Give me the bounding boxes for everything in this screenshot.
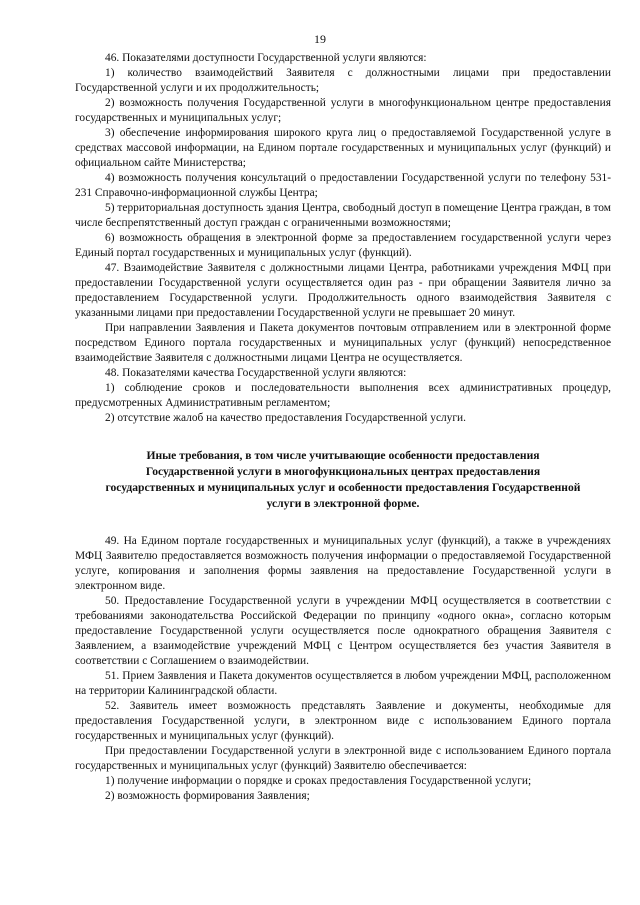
list-item: 2) возможность формирования Заявления; (105, 790, 310, 802)
paragraph-48: 48. Показателями качества Государственной услуги являются: (105, 367, 407, 379)
list-item: 6) возможность обращения в электронной форме за предоставлением государственной услуги через Единый портал государственных и муниципальных услуг (функций). (75, 232, 611, 259)
list-item: 1) соблюдение сроков и последовательности выполнения всех административных процедур, предусмотренных Административным регламентом; (75, 382, 611, 409)
paragraph-50: 50. Предоставление Государственной услуги в учреждении МФЦ осуществляется в соответствии с требованиями законодательства Российской Федерации по принципу «одного окна», согласно которым предоставление Государственной услуги осуществляется после однократного обращения Заявителя с Заявлением, а взаимодействие учреждений МФЦ с Центром осуществляется без участия Заявителя в соответствии с Соглашением о взаимодействии. (75, 595, 611, 667)
list-item: 1) количество взаимодействий Заявителя с должностными лицами при предоставлении Государственной услуги и их продолжительность; (75, 67, 611, 94)
list-item: 4) возможность получения консультаций о предоставлении Государственной услуги по телефону 531-231 Справочно-информационной службы Центра; (75, 172, 611, 199)
section-heading: Иные требования, в том числе учитывающие особенности предоставления Государственной услуги в многофункциональных центрах предоставления государственных и муниципальных услуг и особенности предоставления Государственной услуги в электронной форме. (105, 449, 581, 510)
paragraph: При направлении Заявления и Пакета документов почтовым отправлением или в электронной форме посредством Единого портала государственных и муниципальных услуг (функций) непосредственное взаимодействие Заявителя с должностными лицами Центра не осуществляется. (75, 322, 611, 364)
paragraph: При предоставлении Государственной услуги в электронной виде с использованием Единого портала государственных и муниципальных услуг (функций) Заявителю обеспечивается: (75, 745, 611, 772)
list-item: 3) обеспечение информирования широкого круга лиц о предоставляемой Государственной услуге в средствах массовой информации, на Едином портале государственных и муниципальных услуг (функций) и официальном сайте Министерства; (75, 127, 611, 169)
list-item: 2) отсутствие жалоб на качество предоставления Государственной услуги. (105, 412, 466, 424)
paragraph-52: 52. Заявитель имеет возможность представлять Заявление и документы, необходимые для предоставления Государственной услуги, в электронном виде с использованием Единого портала государственных и муниципальных услуг (функций). (75, 700, 611, 742)
paragraph-47: 47. Взаимодействие Заявителя с должностными лицами Центра, работниками учреждения МФЦ при предоставлении Государственной услуги осуществляется один раз - при обращении Заявителя лично за предоставлением Государственной услуги. Продолжительность одного взаимодействия Заявителя с указанными лицами при предоставлении Государственной услуги не превышает 20 минут. (75, 262, 611, 319)
paragraph-49: 49. На Едином портале государственных и муниципальных услуг (функций), а также в учреждениях МФЦ Заявителю предоставляется возможность получения информации о предоставляемой Государственной услуге, копирования и заполнения формы заявления на предоставление Государственной услуги в электронном виде. (75, 535, 611, 592)
paragraph-51: 51. Прием Заявления и Пакета документов осуществляется в любом учреждении МФЦ, расположенном на территории Калининградской области. (75, 670, 611, 697)
list-item: 1) получение информации о порядке и сроках предоставления Государственной услуги; (105, 775, 532, 787)
list-item: 2) возможность получения Государственной услуги в многофункциональном центре предоставления государственных и муниципальных услуг; (75, 97, 611, 124)
document-body (75, 51, 611, 804)
list-item: 5) территориальная доступность здания Центра, свободный доступ в помещение Центра граждан, в том числе беспрепятственный доступ граждан с ограниченными возможностями; (75, 202, 611, 229)
paragraph-46: 46. Показателями доступности Государственной услуги являются: (105, 52, 427, 64)
page-number: 19 (314, 32, 326, 46)
